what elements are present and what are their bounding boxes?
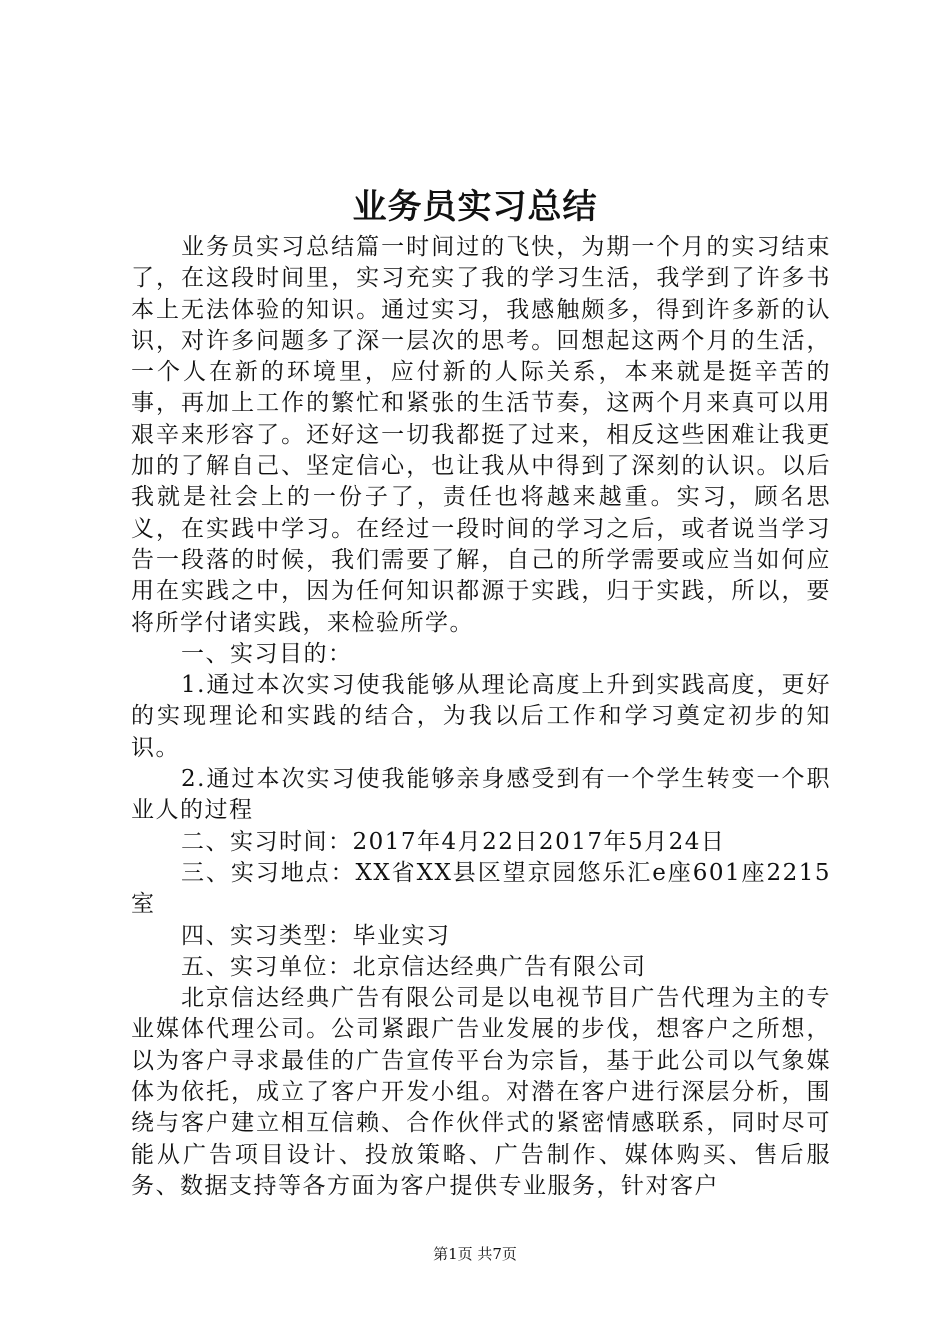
paragraph-intro: 业务员实习总结篇一时间过的飞快，为期一个月的实习结束了，在这段时间里，实习充实了我的学习生活，我学到了许多书本上无法体验的知识。通过实习，我感触颇多，得到许多新的认识，对许多问题多了深一层次的思考。回想起这两个月的生活，一个人在新的环境里，应付新的人际关系，本来就是挺辛苦的事，再加上工作的繁忙和紧张的生活节奏，这两个月来真可以用艰辛来形容了。还好这一切我都挺了过来，相反这些困难让我更加的了解自己、坚定信心，也让我从中得到了深刻的认识。以后我就是社会上的一份子了，责任也将越来越重。实习，顾名思义，在实践中学习。在经过一段时间的学习之后，或者说当学习告一段落的时候，我们需要了解，自己的所学需要或应当如何应用在实践之中，因为任何知识都源于实践，归于实践，所以，要将所学付诸实践，来检验所学。: [131, 234, 831, 636]
section-heading-purpose: 一、实习目的：: [181, 640, 353, 667]
document-body: [131, 232, 831, 1202]
paragraph-company-description: 北京信达经典广告有限公司是以电视节目广告代理为主的专业媒体代理公司。公司紧跟广告业发展的步伐，想客户之所想，以为客户寻求最佳的广告宣传平台为宗旨，基于此公司以气象媒体为依托，成立了客户开发小组。对潜在客户进行深层分析，围绕与客户建立相互信赖、合作伙伴式的紧密情感联系，同时尽可能从广告项目设计、投放策略、广告制作、媒体购买、售后服务、数据支持等各方面为客户提供专业服务，针对客户: [131, 985, 831, 1199]
purpose-item-1: 1.通过本次实习使我能够从理论高度上升到实践高度，更好的实现理论和实践的结合，为我以后工作和学习奠定初步的知识。: [131, 672, 831, 761]
section-internship-time: 二、实习时间：2017年4月22日2017年5月24日: [181, 828, 726, 855]
purpose-item-2: 2.通过本次实习使我能够亲身感受到有一个学生转变一个职业人的过程: [131, 766, 831, 824]
document-title: 业务员实习总结: [352, 187, 598, 227]
section-internship-company: 五、实习单位：北京信达经典广告有限公司: [181, 953, 647, 980]
section-internship-type: 四、实习类型：毕业实习: [181, 922, 451, 949]
section-internship-location: 三、实习地点：XX省XX县区望京园悠乐汇e座601座2215室: [131, 859, 831, 918]
page-number-footer: 第1页 共7页: [433, 1245, 517, 1263]
